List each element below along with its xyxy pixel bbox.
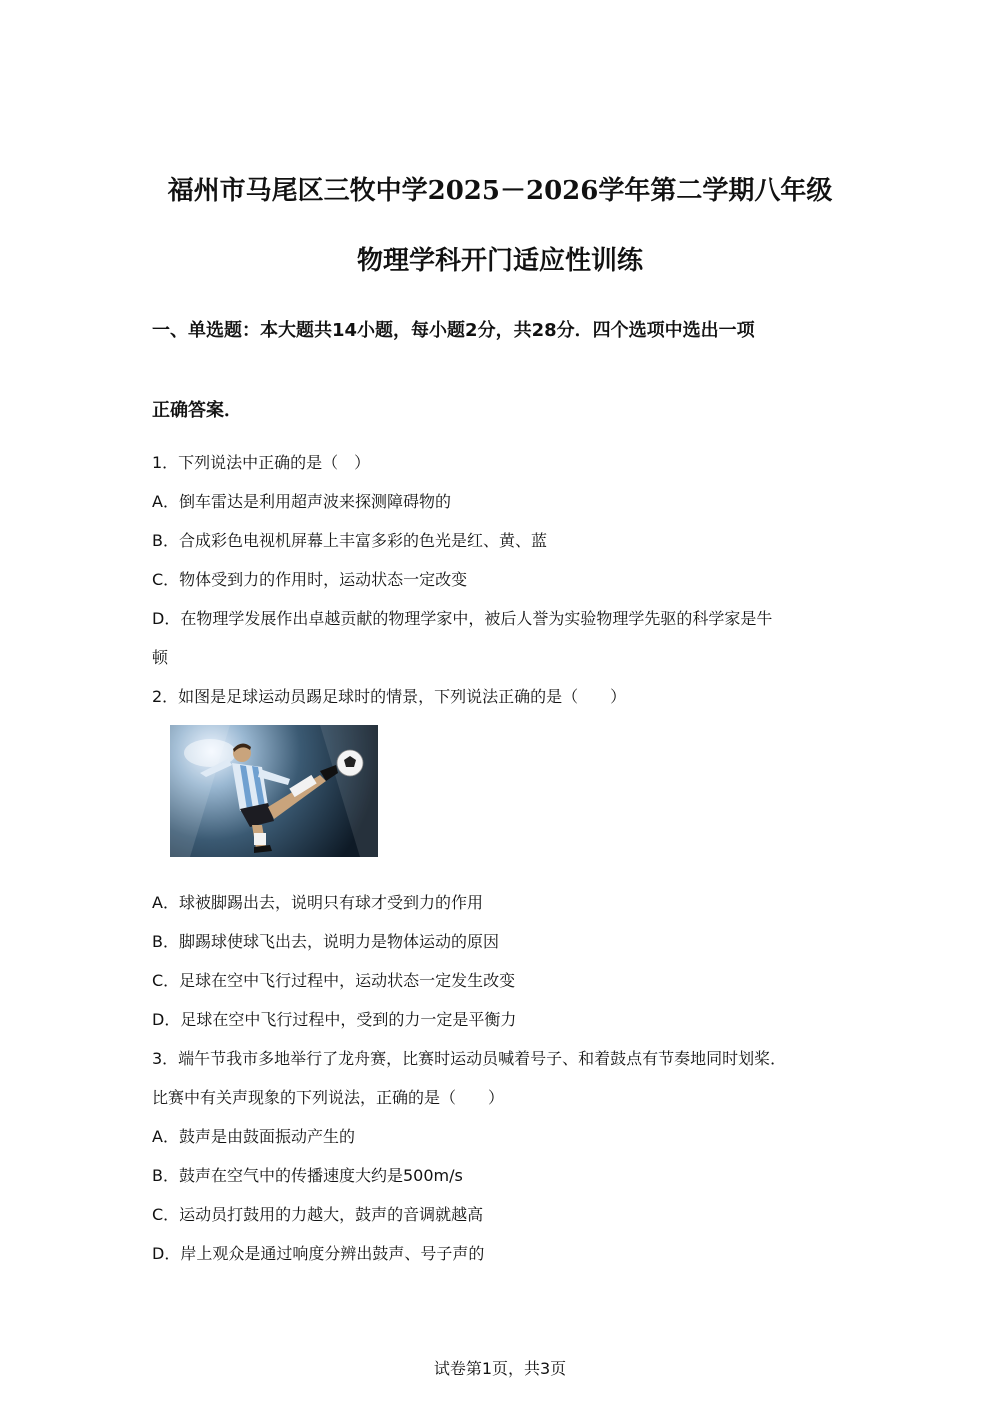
page-title-line1: 福州市马尾区三牧中学2025－2026学年第二学期八年级 <box>167 176 833 206</box>
question-1-option-c: C．物体受到力的作用时，运动状态一定改变 <box>152 570 468 589</box>
question-3-option-a: A．鼓声是由鼓面振动产生的 <box>152 1127 355 1146</box>
question-1-option-b: B．合成彩色电视机屏幕上丰富多彩的色光是红、黄、蓝 <box>152 531 547 550</box>
question-3-option-d: D．岸上观众是通过响度分辨出鼓声、号子声的 <box>152 1244 485 1263</box>
section-heading-line1: 一、单选题：本大题共14小题，每小题2分，共28分．四个选项中选出一项 <box>152 320 755 341</box>
question-2-option-d: D．足球在空中飞行过程中，受到的力一定是平衡力 <box>152 1010 517 1029</box>
question-3-stem-line2: 比赛中有关声现象的下列说法，正确的是（ ） <box>152 1088 505 1107</box>
question-2-stem: 2．如图是足球运动员踢足球时的情景，下列说法正确的是（ ） <box>152 687 627 706</box>
question-3-option-c: C．运动员打鼓用的力越大，鼓声的音调就越高 <box>152 1205 484 1224</box>
question-2-option-a: A．球被脚踢出去，说明只有球才受到力的作用 <box>152 893 483 912</box>
question-1-option-d-line2: 顿 <box>152 648 169 667</box>
question-3-option-b: B．鼓声在空气中的传播速度大约是500m/s <box>152 1166 463 1185</box>
question-3-stem-line1: 3．端午节我市多地举行了龙舟赛，比赛时运动员喊着号子、和着鼓点有节奏地同时划桨． <box>152 1049 787 1068</box>
section-heading-line2: 正确答案． <box>152 400 242 421</box>
question-1-stem: 1．下列说法中正确的是（ ） <box>152 453 371 472</box>
soccer-player-photo <box>170 725 378 857</box>
question-2-option-b: B．脚踢球使球飞出去，说明力是物体运动的原因 <box>152 932 499 951</box>
page-title-line2: 物理学科开门适应性训练 <box>356 246 643 276</box>
question-1-option-a: A．倒车雷达是利用超声波来探测障碍物的 <box>152 492 451 511</box>
question-1-option-d-line1: D．在物理学发展作出卓越贡献的物理学家中，被后人誉为实验物理学先驱的科学家是牛 <box>152 609 773 628</box>
soccer-player-illustration <box>170 725 378 857</box>
question-2-option-c: C．足球在空中飞行过程中，运动状态一定发生改变 <box>152 971 516 990</box>
page-footer: 试卷第1页，共3页 <box>433 1359 567 1378</box>
